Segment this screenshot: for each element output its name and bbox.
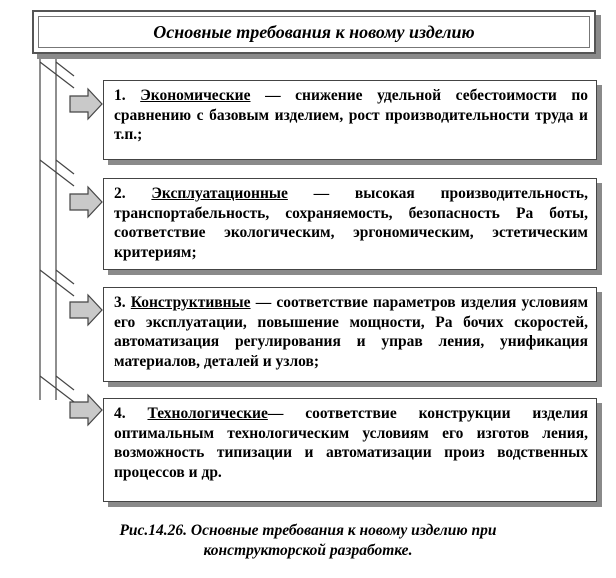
requirement-description: — соответствие конструкции изделия оптимальным технологическим условиям его изготов ления, возможность типизации и автоматизации произ водственных процессов и др.	[114, 405, 588, 481]
requirement-box-economic	[103, 80, 597, 160]
requirement-number: 4.	[114, 405, 126, 422]
figure-caption	[0, 521, 616, 561]
requirement-description: — высокая производительность, транспортабельность, сохраняемость, безопасность Ра боты, соответствие экологическим, эргономическим, эстетическим критериям;	[114, 185, 588, 261]
requirement-text	[114, 404, 588, 482]
caption-line-2: конструкторской разработке.	[203, 542, 413, 559]
diagram-title: Основные требования к новому изделию	[38, 16, 590, 48]
requirement-text	[114, 293, 588, 371]
caption-line-1: Рис.14.26. Основные требования к новому изделию при	[119, 522, 497, 539]
branch-arrow-3	[40, 270, 102, 325]
requirement-description: — снижение удельной себестоимости по сравнению с базовым изделием, рост производительности труда и т.п.;	[114, 87, 588, 143]
branch-arrow-4	[40, 376, 102, 425]
branch-arrow-2	[40, 160, 102, 217]
requirement-text	[114, 86, 588, 145]
requirement-keyword: Экономические	[140, 87, 251, 104]
requirement-text	[114, 184, 588, 262]
requirement-number: 1.	[114, 87, 126, 104]
title-box	[32, 10, 596, 54]
requirement-number: 2.	[114, 185, 126, 202]
requirement-number: 3.	[114, 294, 126, 311]
requirement-description: — соответствие параметров изделия условиям его эксплуатации, повышение мощности, Ра бочих скоростей, автоматизация регулирования и управ ления, унификация материалов, деталей и узлов;	[114, 294, 589, 370]
requirement-keyword: Эксплуатационные	[151, 185, 288, 202]
requirement-box-constructive	[103, 287, 597, 382]
requirement-box-technological	[103, 398, 597, 502]
requirement-keyword: Конструктивные	[130, 294, 251, 311]
requirement-keyword: Технологические	[147, 405, 268, 422]
branch-arrow-1	[40, 62, 102, 119]
requirement-box-operational	[103, 178, 597, 270]
